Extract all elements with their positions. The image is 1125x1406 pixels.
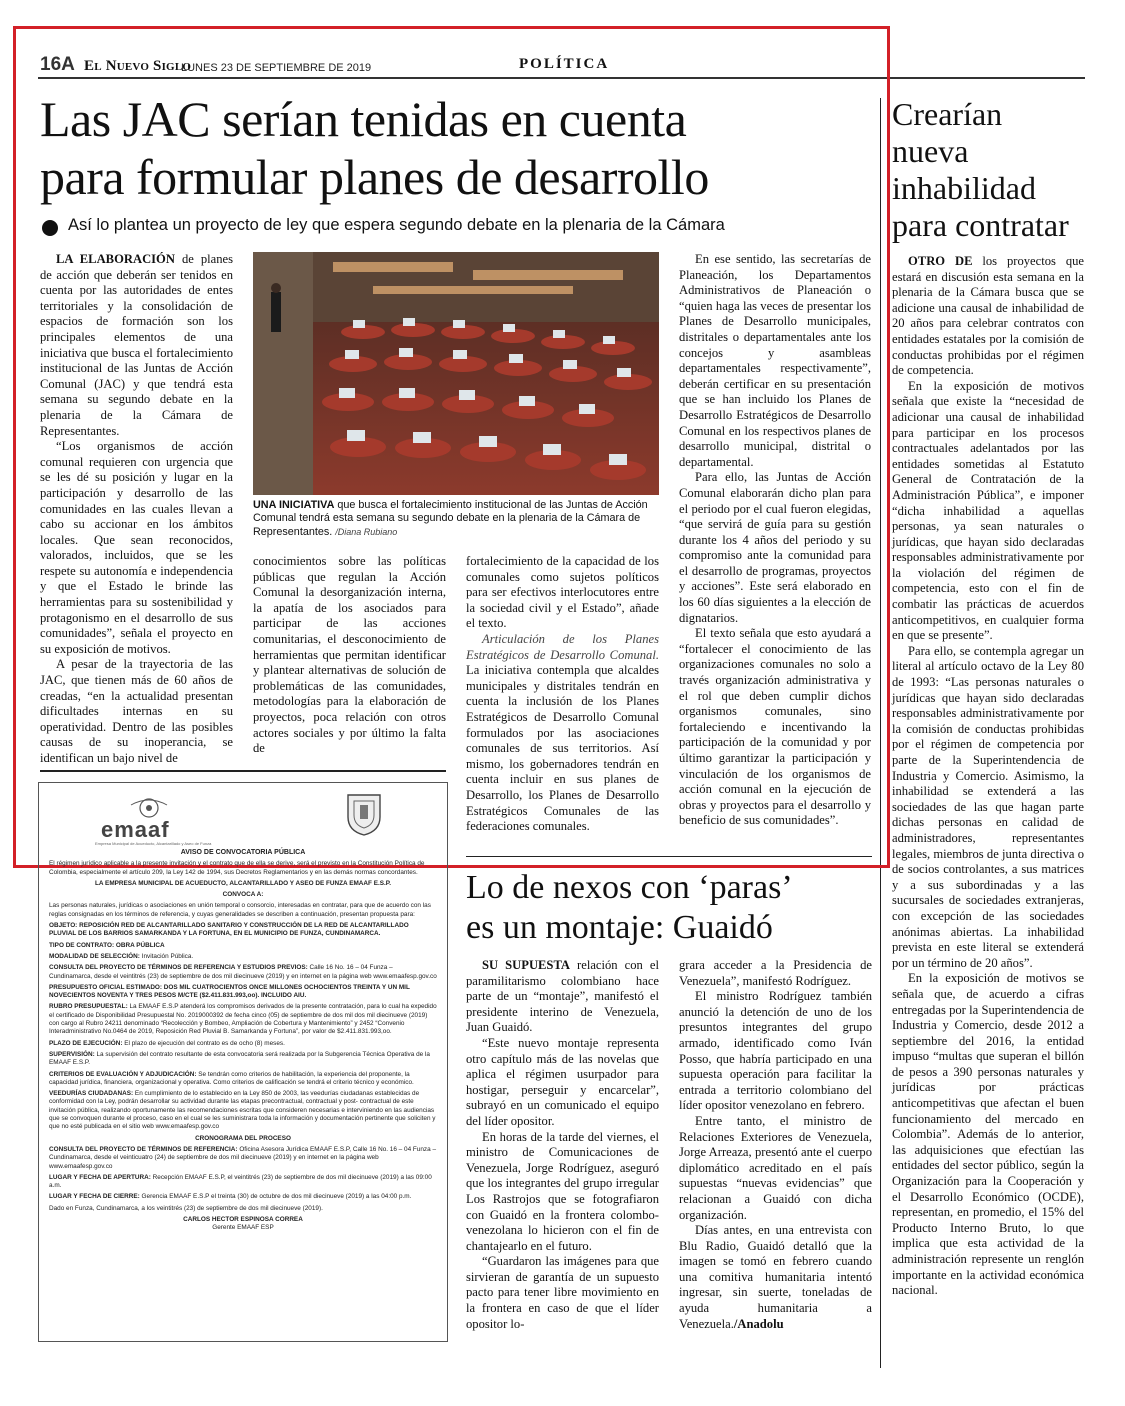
ad-title: AVISO DE CONVOCATORIA PÚBLICA xyxy=(180,849,306,856)
ad-c2: Recepción EMAAF E.S.P, el veintitrés (23) de septiembre de dos mil diecinueve (2019) a las 09:00 a.m. xyxy=(49,1173,432,1190)
guaido-lead: SU SUPUESTA xyxy=(482,958,570,972)
ad-header xyxy=(49,789,437,847)
ad-c3-label: LUGAR Y FECHA DE CIERRE: xyxy=(49,1193,140,1201)
main-headline-line2: para formular planes de desarrollo xyxy=(40,149,709,205)
main-col1-p3: A pesar de la trayectoria de las JAC, que tienen más de 60 años de creadas, “en la actualidad presentan dificultades internas en su operatividad. Dentro de las posibles causas de su inoperancia, se identifican un bajo nivel de xyxy=(40,657,233,765)
emaaf-ad xyxy=(38,782,448,1342)
page-number: 16A xyxy=(40,54,75,75)
ad-modalidad-label: MODALIDAD DE SELECCIÓN: xyxy=(49,952,140,960)
guaido-headline-line2: es un montaje: Guaidó xyxy=(466,909,773,946)
funza-shield-icon xyxy=(344,791,384,837)
ad-tipo: TIPO DE CONTRATO: OBRA PÚBLICA xyxy=(49,941,165,949)
main-col4-p2: Para ello, las Juntas de Acción Comunal elaborarán dicho plan para el periodo por el cual fueron elegidas, “que servirá de guía para su gestión durante los 4 años del periodo y su compromiso ante la comunidad para el desarrollo de programas, proyectos y acciones”. Este será elaborado en los 60 días siguientes a la elección de dignatarios. xyxy=(679,470,871,625)
ad-supervision-label: SUPERVISIÓN: xyxy=(49,1050,95,1058)
side-headline-line3: inhabilidad xyxy=(892,170,1036,206)
ad-plazo: El plazo de ejecución del contrato es de ocho (8) meses. xyxy=(122,1039,285,1047)
guaido-col1-p1: relación con el paramilitarismo colombiano hace parte de un “montaje”, manifestó el presidente interino de Venezuela, Juan Guaidó. xyxy=(466,958,659,1035)
main-article-col1 xyxy=(40,252,233,767)
ad-consulta-label: CONSULTA DEL PROYECTO DE TÉRMINOS DE REFERENCIA Y ESTUDIOS PREVIOS: xyxy=(49,964,308,972)
side-headline-line4: para contratar xyxy=(892,207,1069,243)
bullet-icon xyxy=(42,220,58,236)
ad-c1-label: CONSULTA DEL PROYECTO DE TÉRMINOS DE REFERENCIA: xyxy=(49,1145,238,1153)
side-p4: En la exposición de motivos se señala que, de acuerdo a cifras entregadas por la Superintendencia de Industria y Comercio, desde 2012 a septiembre del 2016, la entidad impuso “multas que superan el billón de pesos a 390 personas naturales y jurídicas por prácticas anticompetitivas que afectan el buen funcionamiento del mercado en Colombia”. Además de lo anterior, las adquisiciones que efectúan las entidades del sector público, según la Organización para la Cooperación y el Desarrollo Económico (OCDE), representan, en promedio, el 15% del Producto Interno Bruto, lo que implica que esta actividad de la administración represente un renglón importante en la actividad económica nacional. xyxy=(892,971,1084,1298)
ad-criterios-label: CRITERIOS DE EVALUACIÓN Y ADJUDICACIÓN: xyxy=(49,1070,197,1078)
issue-date: LUNES 23 DE SEPTIEMBRE DE 2019 xyxy=(181,62,372,74)
guaido-source: /Anadolu xyxy=(733,1316,784,1331)
ad-cronograma: CRONOGRAMA DEL PROCESO xyxy=(195,1134,291,1142)
main-subhead: Así lo plantea un proyecto de ley que espera segundo debate en la plenaria de la Cámara xyxy=(68,216,725,234)
ad-signer-role: Gerente EMAAF ESP xyxy=(212,1224,274,1232)
side-headline-line1: Crearían xyxy=(892,96,1003,132)
main-col1-p1: de planes de acción que deberán ser tenidos en cuenta por las autoridades de entes territoriales y la consolidación de espacios de formación son los principales elementos de una iniciativa que busca el fortalecimiento institucional de las Juntas de Acción Comunal (JAC) y que tendrá esta semana su segundo debate en la plenaria de la Cámara de Representantes. xyxy=(40,252,233,438)
ad-signer: CARLOS HECTOR ESPINOSA CORREA xyxy=(183,1215,303,1223)
caption-text: que busca el fortalecimiento institucional de las Juntas de Acción Comunal tendrá esta semana su segundo debate en la plenaria de la Cámara de Representantes. xyxy=(253,499,648,538)
ad-veedurias-label: VEEDURÍAS CIUDADANAS: xyxy=(49,1090,134,1098)
ad-supervision: La supervisión del contrato resultante de esta convocatoria será realizada por la Subgerencia Técnica Operativa de la EMAAF E.S.P. xyxy=(49,1050,430,1067)
side-headline-line2: nueva xyxy=(892,133,969,169)
ad-rubro: La EMAAF E.S.P atenderá los compromisos derivados de la presente contratación, para lo cual ha expedido el certificado de Disponibilidad Presupuestal No. 2019000392 de fecha cinco (05) de septiembre de dos mil dos mil diecinueve (2019) con cargo al Rubro 24211 denominado “Recolección y Bombeo, Ampliación de Cobertura y Mantenimiento” y 2452 “Convenio Interadministrativo No.0464 de 2019, Reposición Red Pluvial B. Samarkanda y Fortuna”, por valor de $2.411.831.993,oo. xyxy=(49,1003,437,1036)
main-lead: LA ELABORACIÓN xyxy=(56,252,175,266)
header-rule xyxy=(38,77,1085,79)
guaido-col2-p2: El ministro Rodríguez también anunció la detención de uno de los presuntos integrantes del grupo armado, identificado como Iván Posso, que habría participado en una supuesta operación para facilitar la entrada a territorio colombiano del líder opositor venezolano en febrero. xyxy=(679,989,872,1113)
newspaper-name: El Nuevo Siglo xyxy=(84,58,192,74)
ad-presupuesto-label: PRESUPUESTO OFICIAL ESTIMADO: xyxy=(49,983,163,991)
main-col3-p2: La iniciativa contempla que alcaldes municipales y distritales tendrán en cuenta la inclusión de los Planes Estratégicos de Desarrollo Comunal formulados por las asociaciones comunales de sus territorios. Así mismo, los gobernadores tendrán en cuenta incluir en sus planes de Desarrollo, los Planes de Desarrollo Estratégicos Comunales de las federaciones comunales. xyxy=(466,663,659,834)
guaido-col1-p2: “Este nuevo montaje representa otro capítulo más de las novelas que aplica el régimen usurpador para hostigar, perseguir y encarcelar”, subrayó en un comunicado el equipo del líder opositor. xyxy=(466,1035,659,1128)
main-headline-line1: Las JAC serían tenidas en cuenta xyxy=(40,91,687,147)
guaido-col2-p1: grara acceder a la Presidencia de Venezuela”, manifestó Rodríguez. xyxy=(679,958,872,988)
guaido-col1 xyxy=(466,958,659,1332)
ad-intro: El régimen jurídico aplicable a la presente invitación y el contrato que de ella se derive, será el previsto en la Constitución Política de Colombia, especialmente el artículo 209, la Ley 142 de 1994, sus Decretos Reglamentarios y en las demás normas concordantes. xyxy=(49,860,425,876)
column-rule xyxy=(880,98,881,1368)
main-col4-p3: El texto señala que esto ayudará a “fortalecer el conocimiento de las organizaciones comunales no solo a través organización administrativa y el rol que deben cumplir dichos organismos comunales, sino fortaleciendo e incentivando la participación de la comunidad y por último garantizar la participación y vinculación de los organismos de acción comunal en la ejecución de obras y proyectos para el desarrollo y beneficio de sus comunidades”. xyxy=(679,626,871,828)
guaido-col1-p4: “Guardaron las imágenes para que sirvieran de garantía de un supuesto pacto para tener libre movimiento en la frontera en caso de que el líder opositor lo- xyxy=(466,1254,659,1331)
ad-veedurias: En cumplimiento de lo establecido en la Ley 850 de 2003, las veedurías ciudadanas establecidas de conformidad con la Ley, podrán desarrollar su actividad durante las etapas precontractual, contractual y post- contractual de este invitación pública, realizando oportunamente las recomendaciones escritas que consideren necesarias e interviniendo en las audiencias que se convoquen durante el proceso, caso en el cual se les suministrara toda la información y documentación pertinente que soliciten y que no esté publicada en el sitio web www.emaafesp.gov.co xyxy=(49,1090,436,1131)
guaido-col2-p3: Entre tanto, el ministro de Relaciones Exteriores de Venezuela, Jorge Arreaza, presentó ante el cuerpo diplomático acreditado en el país supuestas “nuevas evidencias” que relacionan a Guaidó con dicha organización. xyxy=(679,1113,872,1222)
ad-c1: Oficina Asesora Jurídica EMAAF E.S.P, Calle 16 No. 16 – 04 Funza – Cundinamarca, desde el veinticuatro (24) de septiembre de dos mil diecinueve (2019) y en internet en la página web www.emaafesp.gov.co xyxy=(49,1145,436,1170)
main-col3-p1: fortalecimiento de la capacidad de los comunales como sujetos políticos para ser efectivos interlocutores entre la sociedad civil y el Estado”, añade el texto. xyxy=(466,554,659,631)
side-article-body xyxy=(892,254,1084,1299)
guaido-col1-p3: En horas de la tarde del viernes, el ministro de Comunicaciones de Venezuela, Jorge Rodríguez, aseguró que los integrantes del grupo irregular Los Rastrojos que se fotografiaron con Guaidó en la frontera colombo-venezolana lo hicieron con el fin de chantajearlo en el futuro. xyxy=(466,1129,659,1253)
side-p1: los proyectos que estará en discusión esta semana en la plenaria de la Cámara busca que se adicione una causal de inhabilidad de 20 años para celebrar contratos con entidades estatales por la comisión de conductas prohibidas por el régimen de competencia. xyxy=(892,254,1084,378)
chamber-photo-illustration xyxy=(253,252,659,495)
guaido-headline-line1: Lo de nexos con ‘paras’ xyxy=(466,869,793,906)
ad-convoca-text: Las personas naturales, jurídicas o asociaciones en unión temporal o consorcio, interesadas en contratar, para que de acuerdo con las reglas consignadas en los términos de referencia, y cuyas generalidades se describen a continuación, presentan propuesta para: xyxy=(49,902,431,918)
ad-convoca: CONVOCA A: xyxy=(222,891,264,899)
guaido-col2 xyxy=(679,958,872,1332)
caption-lead: UNA INICIATIVA xyxy=(253,499,335,511)
emaaf-logo-sub: Empresa Municipal de Acueducto, Alcantarillado y Aseo de Funza xyxy=(95,841,212,846)
ad-c3: Gerencia EMAAF E.S.P el treinta (30) de octubre de dos mil diecinueve (2019) a las 04:00 p.m. xyxy=(139,1193,412,1201)
article-bottom-rule xyxy=(466,856,872,857)
main-col1-p2: “Los organismos de acción comunal requieren con urgencia que se les dé su posición y lugar en la participación y desarrollo de las comunidades en las cuales llevan a cabo su accionar en los ámbitos locales. Que sean reconocidos, valorados, incluidos, que se les respete su autonomía e independencia y que el Estado le brinde las herramientas para su sostenibilidad y protagonismo en el desarrollo de sus comunidades”, señala el proyecto en su exposición de motivos. xyxy=(40,439,233,656)
main-headline xyxy=(40,90,870,206)
main-col2-p1: conocimientos sobre las políticas públicas que regulan la Acción Comunal la desorganización interna, la apatía de los asociados para participar de las acciones comunitarias, el desconocimiento de herramientas que permitan identificar y plantear alternativas de solución de problemáticas de las comunidades, metodologías para la elaboración de proyectos, poca relación con otros actores sociales y por último la falta de xyxy=(253,554,446,756)
ad-criterios: Se tendrán como criterios de habilitación, la experiencia del proponente, la capacidad jurídica, financiera, organizacional y operativa. Como criterios de calificación se tendrá el criterio técnico y económico. xyxy=(49,1070,414,1086)
ad-rubro-label: RUBRO PRESUPUESTAL: xyxy=(49,1003,128,1011)
congress-photo xyxy=(253,252,659,495)
main-col4-p1: En ese sentido, las secretarías de Planeación, los Departamentos Administrativos de Planeación o “quien haga las veces de presentar los Planes de Desarrollo municipales, distritales o departamentales ante los concejos y asambleas departamentales respectivamente”, deberán certificar en su presentación que se han incluido los Planes de Desarrollo Estratégicos de Desarrollo Comunal en los respectivos planes de desarrollo municipal, distrital o departamental. xyxy=(679,252,871,469)
ad-company: LA EMPRESA MUNICIPAL DE ACUEDUCTO, ALCANTARILLADO Y ASEO DE FUNZA EMAAF E.S.P. xyxy=(95,879,391,887)
side-headline xyxy=(892,96,1092,244)
emaaf-logo: emaaf xyxy=(101,817,170,842)
guaido-headline xyxy=(466,868,876,948)
main-col3-subhead: Articulación de los Planes Estratégicos de Desarrollo Comunal. xyxy=(466,631,659,662)
col-bottom-rule xyxy=(40,770,446,772)
main-article-col4 xyxy=(679,252,871,829)
ad-objeto: REPOSICIÓN RED DE ALCANTARILLADO SANITARIO Y CONSTRUCCIÓN DE LA RED DE ALCANTARILLADO PLUVIAL DE LOS BARRIOS SAMARKANDA Y LA FORTUNA, EN EL MUNICIPIO DE FUNZA, CUNDINAMARCA. xyxy=(49,922,409,938)
side-p2: En la exposición de motivos señala que existe la “necesidad de adicionar una causal de inhabilidad para participar en los procesos contractuales adelantados por las entidades sometidas al Estatuto General de Contratación de la Administración Pública”, e imponer “dicha inhabilidad a aquellas personas, ya sean naturales o jurídicas, que hayan sido declaradas responsables administrativamente por la violación del régimen de competencia, esto con el fin de combatir las prácticas de acuerdos anticompetitivos, en cualquier forma en que se presente”. xyxy=(892,378,1084,643)
main-article-col2 xyxy=(253,554,446,757)
ad-c2-label: LUGAR Y FECHA DE APERTURA: xyxy=(49,1173,151,1181)
photo-caption xyxy=(253,499,659,539)
side-lead: OTRO DE xyxy=(908,254,973,268)
ad-objeto-label: OBJETO: xyxy=(49,922,78,930)
ad-body xyxy=(49,847,437,1233)
guaido-col2-p4: Días antes, en una entrevista con Blu Radio, Guaidó detalló que la imagen se tomó en febrero cuando una comitiva humanitaria intentó ingresar, sin suerte, toneladas de ayuda humanitaria a Venezuela. xyxy=(679,1223,872,1331)
ad-plazo-label: PLAZO DE EJECUCIÓN: xyxy=(49,1039,123,1047)
ad-modalidad: Invitación Pública. xyxy=(139,952,194,960)
section-label: POLÍTICA xyxy=(519,56,610,72)
main-article-col3 xyxy=(466,554,659,835)
ad-presupuesto: DOS MIL CUATROCIENTOS ONCE MILLONES OCHOCIENTOS TREINTA Y UN MIL NOVECIENTOS NOVENTA Y TRES PESOS M/CTE ($2.411.831.993,oo). INCLUIDO AIU. xyxy=(49,983,410,1000)
ad-consulta: Calle 16 No. 16 – 04 Funza – Cundinamarca, desde el veintitrés (23) de septiembre de dos mil diecinueve (2019) y en internet en la página web www.emaafesp.gov.co xyxy=(49,964,437,980)
ad-dado: Dado en Funza, Cundinamarca, a los veintitrés (23) de septiembre de dos mil diecinueve (2019). xyxy=(49,1204,323,1212)
side-p3: Para ello, se contempla agregar un literal al artículo octavo de la Ley 80 de 1993: “Las personas naturales o jurídicas que hayan sido declaradas responsables administrativamente por la comisión de conductas prohibidas por el régimen de competencia por parte de la Superintendencia de Industria y Comercio. Asimismo, la inhabilidad se extenderá a las sociedades de las que hagan parte dichas personas en calidad de administradores, representantes legales, miembros de junta directiva o de socios controlantes, a sus matrices y a sus subordinadas y a las sucursales de sociedades extranjeras, con excepción de las sociedades anónimas abiertas. La inhabilidad prevista en este literal se extenderá por un término de 20 años”. xyxy=(892,643,1084,970)
photo-credit: /Diana Rubiano xyxy=(335,526,398,537)
